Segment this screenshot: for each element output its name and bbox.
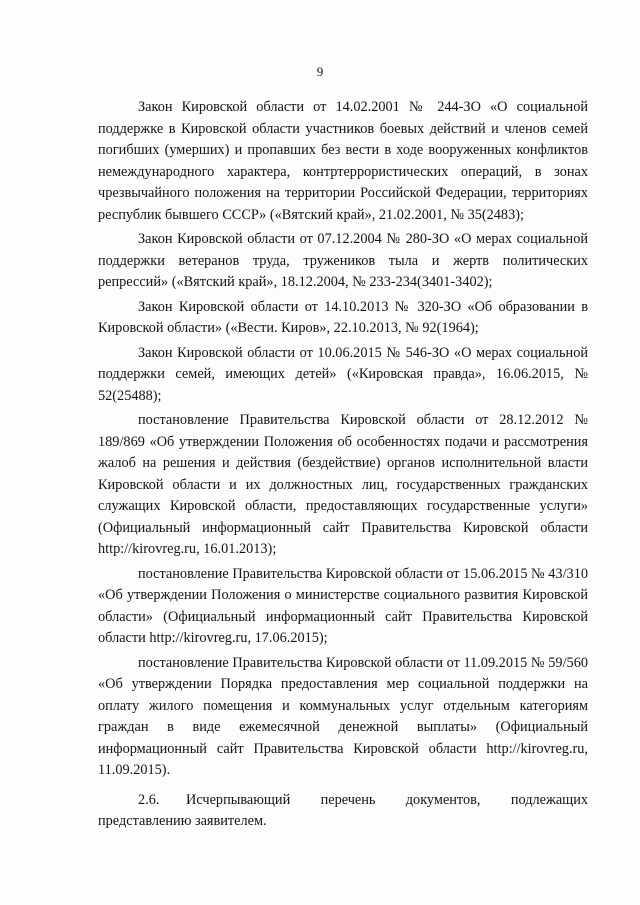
page-number: 9	[316, 64, 324, 79]
section-2-6	[98, 790, 588, 833]
paragraph-resolution-43: постановление Правительства Кировской области от 15.06.2015 № 43/310 «Об утверждении Положения о министерстве социального развития Кировской области» (Официальный информационный сайт Правительства Кировской области http://kirovreg.ru, 17.06.2015);	[98, 565, 588, 646]
section-number: 2.6.	[138, 791, 160, 808]
paragraph-law-320: Закон Кировской области от 14.10.2013 № 320-ЗО «Об образовании в Кировской области» («Вести. Киров», 22.10.2013, № 92(1964);	[98, 298, 588, 336]
paragraph-law-280: Закон Кировской области от 07.12.2004 № 280-ЗО «О мерах социальной поддержки ветеранов труда, тружеников тыла и жертв политических репрессий» («Вятский край», 18.12.2004, № 233-234(3401-3402);	[98, 231, 588, 290]
paragraph-resolution-59: постановление Правительства Кировской области от 11.09.2015 № 59/560 «Об утверждении Порядка предоставления мер социальной поддержки на оплату жилого помещения и коммунальных услуг отдельным категориям граждан в виде ежемесячной денежной выплаты» (Официальный информационный сайт Правительства Кировской области http://kirovreg.ru, 11.09.2015).	[98, 654, 588, 778]
section-text: Исчерпывающий перечень документов, подлежащих представлению заявителем.	[98, 791, 588, 829]
document-body	[98, 97, 588, 833]
paragraph-law-546: Закон Кировской области от 10.06.2015 № 546-ЗО «О мерах социальной поддержки семей, имеющих детей» («Кировская правда», 16.06.2015, № 52(25488);	[98, 344, 588, 404]
paragraph-resolution-189: постановление Правительства Кировской области от 28.12.2012 № 189/869 «Об утверждении Положения об особенностях подачи и рассмотрения жалоб на решения и действия (бездействие) органов исполнительной власти Кировской области и их должностных лиц, государственных гражданских служащих Кировской области, предоставляющих государственные услуги» (Официальный информационный сайт Правительства Кировской области http://kirovreg.ru, 16.01.2013);	[98, 412, 588, 557]
paragraph-law-244: Закон Кировской области от 14.02.2001 № 244-ЗО «О социальной поддержке в Кировской области участников боевых действий и членов семей погибших (умерших) и пропавших без вести в ходе вооруженных конфликтов немеждународного характера, контртеррористических операций, в зонах чрезвычайного положения на территории Российской Федерации, территориях республик бывшего СССР» («Вятский край», 21.02.2001, № 35(2483);	[98, 99, 588, 223]
